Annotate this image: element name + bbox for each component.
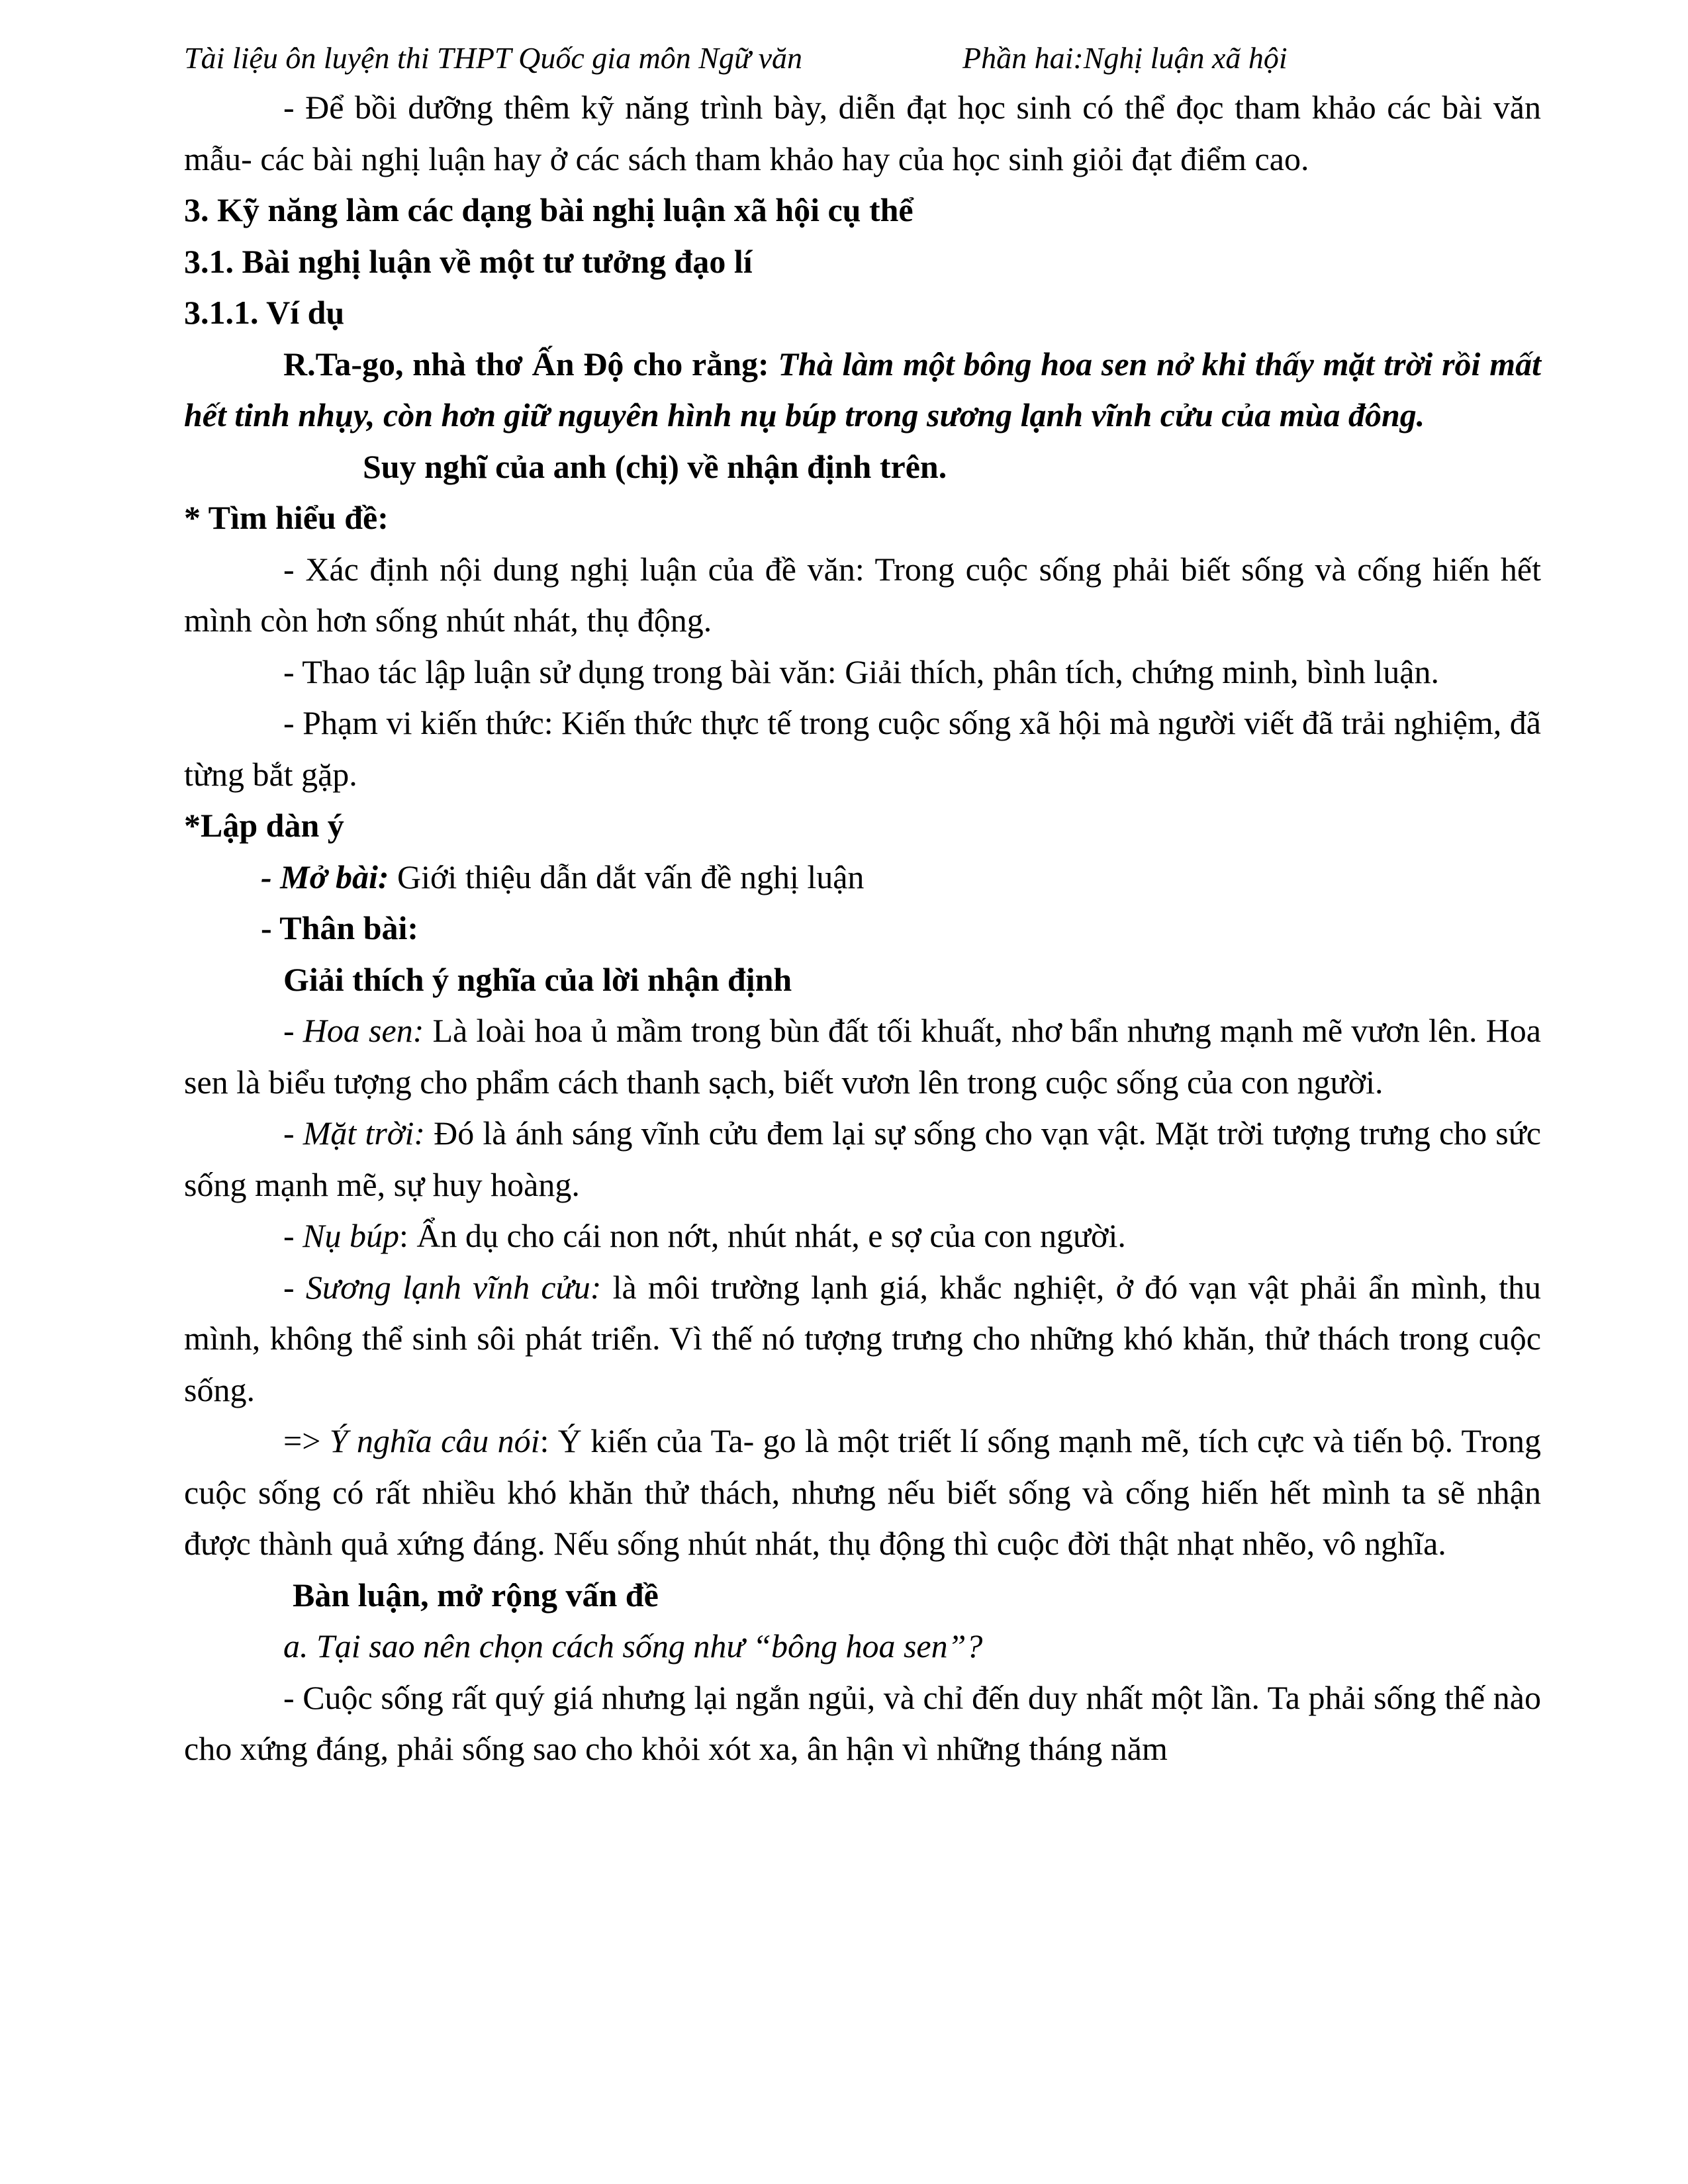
header-right: Phần hai:Nghị luận xã hội <box>962 41 1288 75</box>
heading-3-1: 3.1. Bài nghị luận về một tư tưởng đạo lí <box>184 242 753 280</box>
example-quote: Thà làm một bông hoa sen nở khi thấy mặt trời rồi mất hết tinh nhụy, còn hơn giữ nguyên hình nụ búp trong sương lạnh vĩnh cửu của mùa đông. <box>184 345 1541 433</box>
meaning-term: Ý nghĩa câu nói <box>329 1422 540 1459</box>
tim-hieu-item: - Thao tác lập luận sử dụng trong bài văn: Giải thích, phân tích, chứng minh, bình luận. <box>283 653 1439 690</box>
explanation-suong-lanh: - Sương lạnh vĩnh cửu: là môi trường lạnh giá, khắc nghiệt, ở đó vạn vật phải ẩn mình, thu mình, không thể sinh sôi phát triển. Vì thế nó tượng trưng cho những khó khăn, thử thách trong cuộc sống. <box>184 1268 1541 1408</box>
document-page <box>184 34 1541 1775</box>
example-lead: R.Ta-go, nhà thơ Ấn Độ cho rằng: <box>283 345 778 383</box>
tim-hieu-item: - Xác định nội dung nghị luận của đề văn: Trong cuộc sống phải biết sống và cống hiến hết mình còn hơn sống nhút nhát, thụ động. <box>184 550 1541 639</box>
page-header <box>184 34 1541 82</box>
tim-hieu-heading: * Tìm hiểu đề: <box>184 499 389 536</box>
header-left: Tài liệu ôn luyện thi THPT Quốc gia môn Ngữ văn <box>184 41 802 75</box>
definition: Là loài hoa ủ mầm trong bùn đất tối khuất, nhơ bẩn nhưng mạnh mẽ vươn lên. Hoa sen là biểu tượng cho phẩm cách thanh sạch, biết vươn lên trong cuộc sống của con người. <box>184 1012 1541 1101</box>
explanation-mat-troi: - Mặt trời: Đó là ánh sáng vĩnh cửu đem lại sự sống cho vạn vật. Mặt trời tượng trưng cho sức sống mạnh mẽ, sự huy hoàng. <box>184 1115 1542 1203</box>
ban-luan-heading: Bàn luận, mở rộng vấn đề <box>293 1576 659 1614</box>
explanation-nu-bup: - Nụ búp: Ẩn dụ cho cái non nớt, nhút nhát, e sợ của con người. <box>283 1217 1126 1254</box>
term: Sương lạnh vĩnh cửu: <box>305 1268 602 1306</box>
definition: : Ẩn dụ cho cái non nớt, nhút nhát, e sợ của con người. <box>399 1217 1126 1254</box>
giai-thich-heading: Giải thích ý nghĩa của lời nhận định <box>283 960 792 998</box>
definition: Đó là ánh sáng vĩnh cửu đem lại sự sống cho vạn vật. Mặt trời tượng trưng cho sức sống mạnh mẽ, sự huy hoàng. <box>184 1115 1542 1203</box>
than-bai-label: - Thân bài: <box>261 909 419 946</box>
arrow: => <box>283 1422 330 1459</box>
term: Mặt trời: <box>303 1115 426 1152</box>
tim-hieu-item: - Phạm vi kiến thức: Kiến thức thực tế trong cuộc sống xã hội mà người viết đã trải nghiệm, đã từng bắt gặp. <box>184 704 1541 793</box>
term: Nụ búp <box>303 1217 400 1254</box>
meaning-paragraph <box>184 1416 1541 1570</box>
ban-luan-sub-a: a. Tại sao nên chọn cách sống như “bông hoa sen”? <box>283 1627 983 1664</box>
heading-3: 3. Kỹ năng làm các dạng bài nghị luận xã hội cụ thể <box>184 191 914 228</box>
lap-dan-y-heading: *Lập dàn ý <box>184 807 344 844</box>
intro-paragraph: - Để bồi dưỡng thêm kỹ năng trình bày, diễn đạt học sinh có thể đọc tham khảo các bài văn mẫu- các bài nghị luận hay ở các sách tham khảo hay của học sinh giỏi đạt điểm cao. <box>184 89 1541 177</box>
example-paragraph <box>184 339 1541 441</box>
mo-bai-text: Giới thiệu dẫn dắt vấn đề nghị luận <box>389 858 865 895</box>
definition: là môi trường lạnh giá, khắc nghiệt, ở đó vạn vật phải ẩn mình, thu mình, không thể sinh sôi phát triển. Vì thế nó tượng trưng cho những khó khăn, thử thách trong cuộc sống. <box>184 1268 1541 1408</box>
explanation-hoa-sen: - Hoa sen: Là loài hoa ủ mầm trong bùn đất tối khuất, nhơ bẩn nhưng mạnh mẽ vươn lên. Hoa sen là biểu tượng cho phẩm cách thanh sạch, biết vươn lên trong cuộc sống của con người. <box>184 1012 1541 1101</box>
heading-3-1-1: 3.1.1. Ví dụ <box>184 294 345 331</box>
mo-bai-label: - Mở bài: <box>261 858 389 895</box>
example-task: Suy nghĩ của anh (chị) về nhận định trên. <box>363 447 947 485</box>
ban-luan-paragraph: - Cuộc sống rất quý giá nhưng lại ngắn ngủi, và chỉ đến duy nhất một lần. Ta phải sống thế nào cho xứng đáng, phải sống sao cho khỏi xót xa, ân hận vì những tháng năm <box>184 1678 1541 1767</box>
term: Hoa sen: <box>303 1012 424 1049</box>
mo-bai-line <box>184 852 1541 903</box>
meaning-text: : Ý kiến của Ta- go là một triết lí sống mạnh mẽ, tích cực và tiến bộ. Trong cuộc sống có rất nhiều khó khăn thử thách, nhưng nếu biết sống và cống hiến hết mình ta sẽ nhận được thành quả xứng đáng. Nếu sống nhút nhát, thụ động thì cuộc đời thật nhạt nhẽo, vô nghĩa. <box>184 1422 1541 1562</box>
